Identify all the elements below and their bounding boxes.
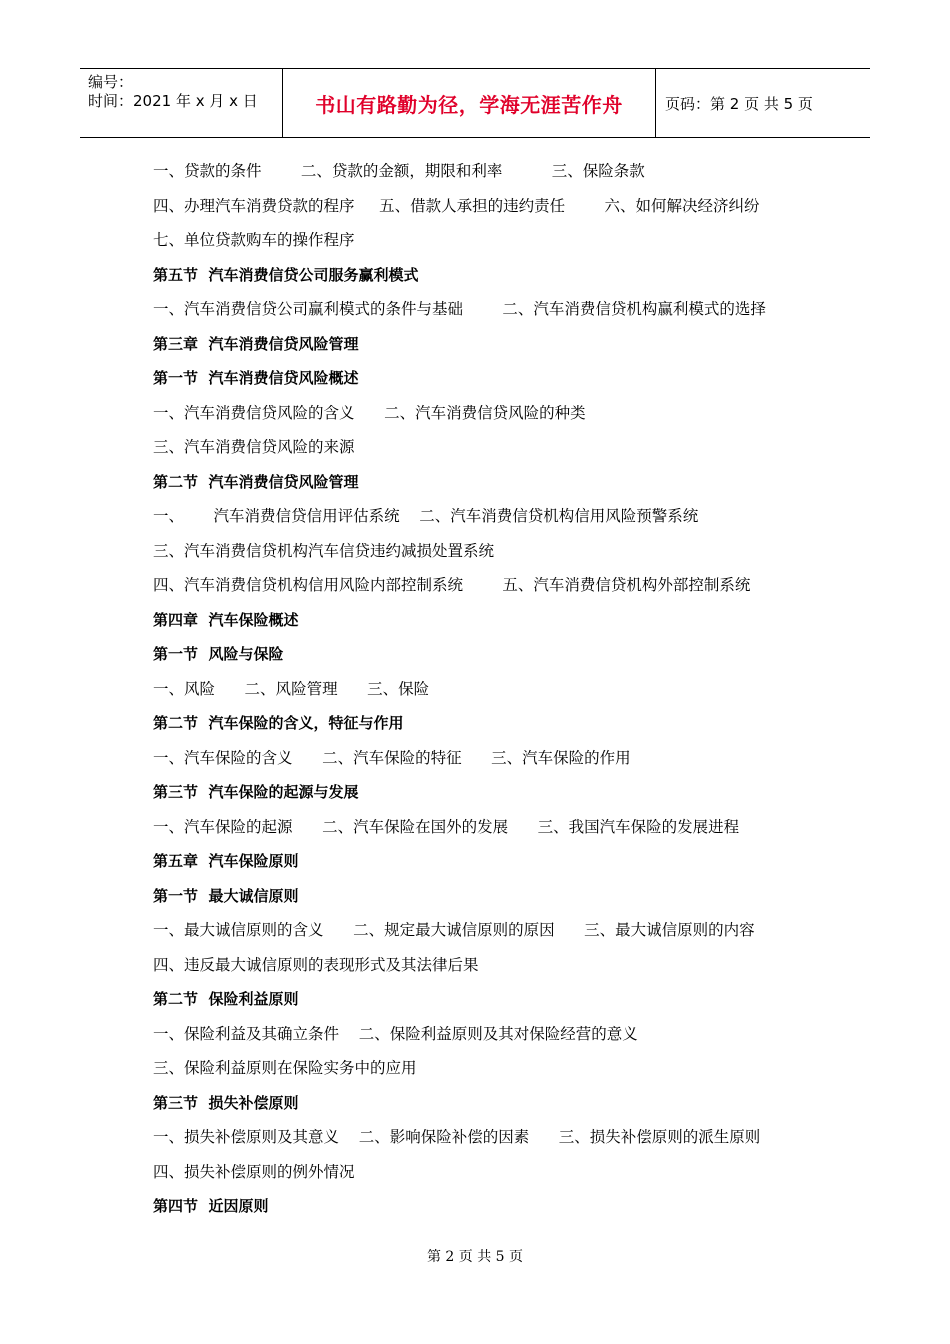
outline-line: 一、损失补偿原则及其意义 二、影响保险补偿的因素 三、损失补偿原则的派生原则: [153, 1128, 761, 1146]
outline-line: 一、 汽车消费信贷信用评估系统 二、汽车消费信贷机构信用风险预警系统: [153, 507, 699, 525]
section-heading: 第五节 汽车消费信贷公司服务赢利模式: [153, 265, 419, 284]
section-heading: 第三节 汽车保险的起源与发展: [153, 783, 359, 801]
outline-line: 三、保险利益原则在保险实务中的应用: [153, 1059, 417, 1077]
section-heading: 第四章 汽车保险概述: [153, 610, 299, 629]
outline-line: 一、汽车保险的含义 二、汽车保险的特征 三、汽车保险的作用: [153, 748, 631, 767]
page-info: 页码：第 2 页 共 5 页: [665, 94, 813, 113]
page-footer: 第 2 页 共 5 页: [426, 1249, 524, 1265]
section-heading: 第五章 汽车保险原则: [153, 852, 299, 870]
outline-line: 一、贷款的条件 二、贷款的金额，期限和利率 三、保险条款: [153, 162, 645, 180]
header-page-cell: [655, 69, 870, 137]
header-motto-cell: [282, 69, 656, 137]
section-heading: 第一节 最大诚信原则: [153, 886, 299, 905]
outline-line: 四、汽车消费信贷机构信用风险内部控制系统 五、汽车消费信贷机构外部控制系统: [153, 576, 751, 594]
document-body: [153, 154, 853, 1224]
outline-line: 四、办理汽车消费贷款的程序 五、借款人承担的违约责任 六、如何解决经济纠纷: [153, 196, 760, 215]
outline-line: 一、汽车消费信贷公司赢利模式的条件与基础 二、汽车消费信贷机构赢利模式的选择: [153, 300, 766, 318]
outline-line: 三、汽车消费信贷机构汽车信贷违约减损处置系统: [153, 541, 495, 560]
section-heading: 第一节 风险与保险: [153, 645, 284, 663]
header-meta: [80, 69, 282, 137]
section-heading: 第三节 损失补偿原则: [153, 1093, 299, 1112]
outline-line: 四、违反最大诚信原则的表现形式及其法律后果: [153, 955, 479, 974]
outline-line: 一、汽车保险的起源 二、汽车保险在国外的发展 三、我国汽车保险的发展进程: [153, 817, 740, 836]
section-heading: 第二节 汽车消费信贷风险管理: [153, 472, 359, 491]
outline-line: 一、保险利益及其确立条件 二、保险利益原则及其对保险经营的意义: [153, 1024, 638, 1043]
outline-line: 一、汽车消费信贷风险的含义 二、汽车消费信贷风险的种类: [153, 403, 586, 422]
page-header: [80, 68, 870, 138]
section-heading: 第二节 汽车保险的含义，特征与作用: [153, 714, 404, 732]
section-heading: 第二节 保险利益原则: [153, 990, 299, 1008]
number-label: 编号：: [88, 73, 134, 91]
section-heading: 第四节 近因原则: [153, 1197, 269, 1215]
outline-line: 三、汽车消费信贷风险的来源: [153, 438, 355, 456]
outline-line: 四、损失补偿原则的例外情况: [153, 1162, 355, 1181]
outline-line: 七、单位贷款购车的操作程序: [153, 231, 355, 249]
time-label: 时间：2021 年 x 月 x 日: [88, 92, 258, 110]
outline-line: 一、风险 二、风险管理 三、保险: [153, 679, 430, 698]
section-heading: 第一节 汽车消费信贷风险概述: [153, 369, 359, 387]
motto: 书山有路勤为径，学海无涯苦作舟: [315, 92, 623, 117]
section-heading: 第三章 汽车消费信贷风险管理: [153, 334, 359, 353]
outline-line: 一、最大诚信原则的含义 二、规定最大诚信原则的原因 三、最大诚信原则的内容: [153, 921, 755, 939]
